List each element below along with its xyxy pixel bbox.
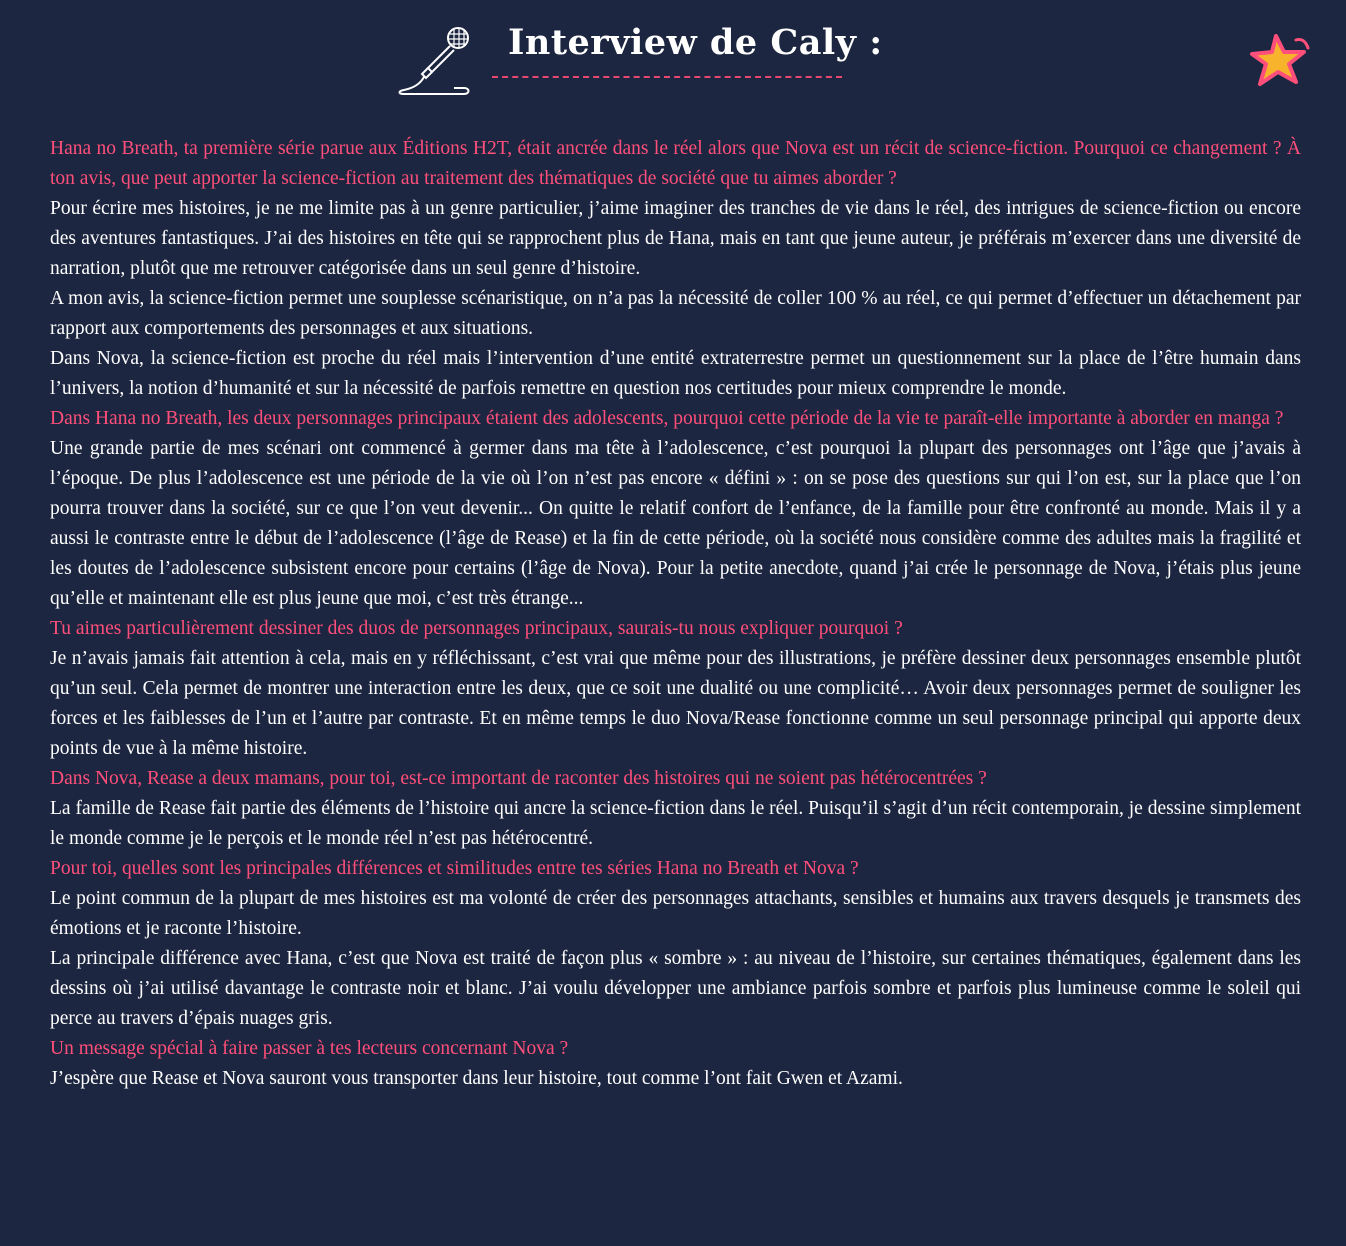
- interview-answer: A mon avis, la science-fiction permet une souplesse scénaristique, on n’a pas la nécessité de coller 100 % au réel, ce qui permet d’effectuer un détachement par rapport aux comportements des personnages et aux situations.: [50, 288, 1301, 339]
- interview-answer: Pour écrire mes histoires, je ne me limite pas à un genre particulier, j’aime imaginer des tranches de vie dans le réel, des intrigues de science-fiction ou encore des aventures fantastiques. J’ai des histoires en tête qui se rapprochent plus de Hana, mais en tant que jeune auteur, je préférais m’exercer dans une diversité de narration, plutôt que me retrouver catégorisée dans un seul genre d’histoire.: [50, 198, 1301, 279]
- interview-question: Un message spécial à faire passer à tes lecteurs concernant Nova ?: [50, 1038, 569, 1059]
- interview-question: Pour toi, quelles sont les principales différences et similitudes entre tes séries Hana no Breath et Nova ?: [50, 858, 859, 879]
- header: [0, 0, 1346, 110]
- interview-answer: Je n’avais jamais fait attention à cela, mais en y réfléchissant, c’est vrai que même pour des illustrations, je préfère dessiner deux personnages ensemble plutôt qu’un seul. Cela permet de montrer une interaction entre les deux, que ce soit une dualité ou une complicité… Avoir deux personnages permet de souligner les forces et les faiblesses de l’un et l’autre par contraste. Et en même temps le duo Nova/Rease fonctionne comme un seul personnage principal qui apporte deux points de vue à la même histoire.: [50, 648, 1301, 759]
- interview-question: Hana no Breath, ta première série parue aux Éditions H2T, était ancrée dans le réel alors que Nova est un récit de science-fiction. Pourquoi ce changement ? À ton avis, que peut apporter la science-fiction au traitement des thématiques de société que tu aimes aborder ?: [50, 138, 1301, 189]
- star-icon: [1246, 30, 1314, 92]
- interview-answer: La famille de Rease fait partie des éléments de l’histoire qui ancre la science-fiction dans le réel. Puisqu’il s’agit d’un récit contemporain, je dessine simplement le monde comme je le perçois et le monde réel n’est pas hétérocentré.: [50, 798, 1301, 849]
- page-title: Interview de Caly :: [508, 22, 883, 63]
- interview-question: Dans Nova, Rease a deux mamans, pour toi, est-ce important de raconter des histoires qui ne soient pas hétérocentrées ?: [50, 768, 987, 789]
- title-underline: [492, 76, 842, 78]
- interview-body: [50, 134, 1301, 1094]
- interview-question: Dans Hana no Breath, les deux personnages principaux étaient des adolescents, pourquoi cette période de la vie te paraît-elle importante à aborder en manga ?: [50, 408, 1284, 429]
- microphone-icon: [394, 22, 474, 98]
- interview-answer: J’espère que Rease et Nova sauront vous transporter dans leur histoire, tout comme l’ont fait Gwen et Azami.: [50, 1068, 903, 1089]
- interview-answer: Dans Nova, la science-fiction est proche du réel mais l’intervention d’une entité extraterrestre permet un questionnement sur la place de l’être humain dans l’univers, la notion d’humanité et sur la nécessité de parfois remettre en question nos certitudes pour mieux comprendre le monde.: [50, 348, 1301, 399]
- interview-answer: Une grande partie de mes scénari ont commencé à germer dans ma tête à l’adolescence, c’est pourquoi la plupart des personnages ont l’âge que j’avais à l’époque. De plus l’adolescence est une période de la vie où l’on n’est pas encore « défini » : on se pose des questions sur qui l’on est, sur la place que l’on pourra trouver dans la société, sur ce que l’on veut devenir... On quitte le relatif confort de l’enfance, de la famille pour être confronté au monde. Mais il y a aussi le contraste entre le début de l’adolescence (l’âge de Rease) et la fin de cette période, où la société nous considère comme des adultes mais la fragilité et les doutes de l’adolescence subsistent encore pour certains (l’âge de Nova). Pour la petite anecdote, quand j’ai crée le personnage de Nova, j’étais plus jeune qu’elle et maintenant elle est plus jeune que moi, c’est très étrange...: [50, 438, 1301, 609]
- interview-question: Tu aimes particulièrement dessiner des duos de personnages principaux, saurais-tu nous expliquer pourquoi ?: [50, 618, 903, 639]
- interview-answer: Le point commun de la plupart de mes histoires est ma volonté de créer des personnages attachants, sensibles et humains aux travers desquels je transmets des émotions et je raconte l’histoire.: [50, 888, 1301, 939]
- interview-answer: La principale différence avec Hana, c’est que Nova est traité de façon plus « sombre » : au niveau de l’histoire, sur certaines thématiques, également dans les dessins où j’ai utilisé davantage le contraste noir et blanc. J’ai voulu développer une ambiance parfois sombre et parfois plus lumineuse comme le soleil qui perce au travers d’épais nuages gris.: [50, 948, 1301, 1029]
